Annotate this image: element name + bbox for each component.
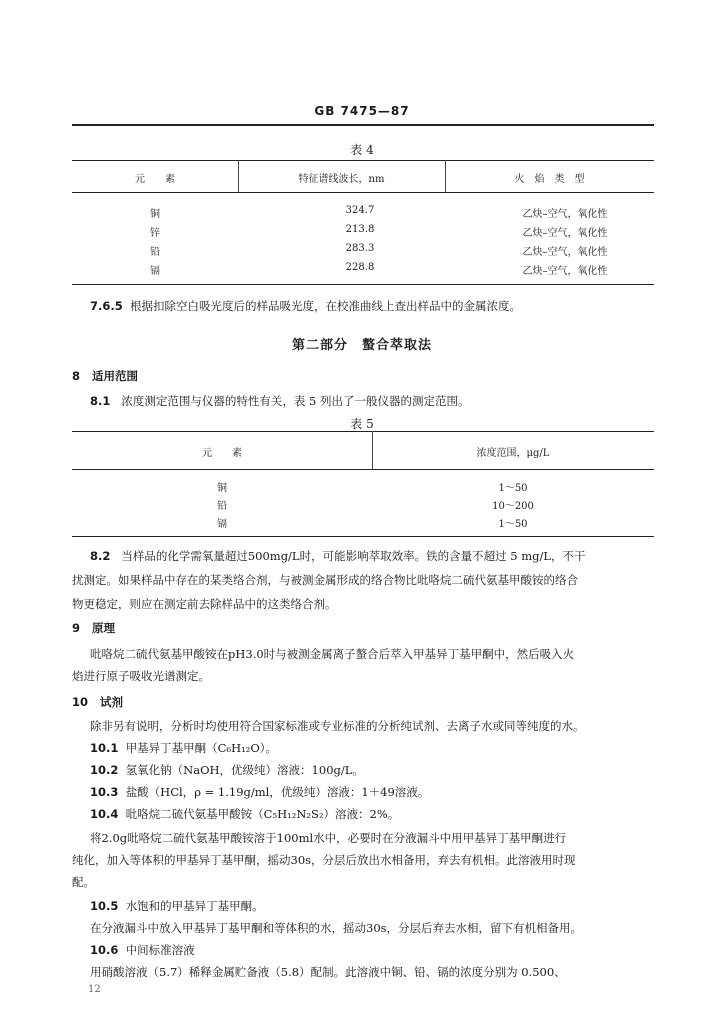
table5-cell: 铜 (217, 483, 227, 494)
paragraph-10-5 (90, 898, 264, 914)
clause-text: 盐酸（HCl，ρ = 1.19g/ml，优级纯）溶液：1＋49溶液。 (125, 785, 430, 799)
table5-caption: 表 5 (350, 417, 374, 431)
section-title: 试剂 (100, 695, 124, 709)
paragraph-10-4-line: 纯化，加入等体积的甲基异丁基甲酮，摇动30s，分层后放出水相备用，弃去有机相。此溶液用时现 (72, 853, 576, 867)
section-number: 10 (72, 695, 89, 709)
clause-text: 根据扣除空白吸光度后的样品吸光度，在校准曲线上查出样品中的金属浓度。 (130, 299, 522, 313)
table4-cell: 283.3 (345, 243, 375, 254)
clause-text: 甲基异丁基甲酮（C₆H₁₂O）。 (125, 741, 278, 755)
table4-cell: 228.8 (345, 262, 375, 273)
clause-number: 7.6.5 (90, 299, 123, 313)
table5-header-border (72, 469, 654, 470)
clause-number: 10.6 (90, 943, 119, 957)
section-title: 原理 (92, 621, 116, 635)
paragraph-8-2-line: 扰测定。如果样品中存在的某类络合剂，与被测金属形成的络合物比吡咯烷二硫代氨基甲酸铵的络合 (72, 573, 578, 587)
table5-header-cell: 浓度范围，μg/L (476, 448, 550, 459)
table4-cell: 锌 (150, 228, 160, 239)
paragraph-8-1 (90, 393, 469, 409)
clause-text: 浓度测定范围与仪器的特性有关，表 5 列出了一般仪器的测定范围。 (121, 394, 470, 408)
clause-number: 10.3 (90, 785, 119, 799)
clause-number: 10.1 (90, 741, 119, 755)
page-number: 12 (88, 984, 101, 995)
table4-cell: 乙炔–空气，氧化性 (522, 209, 608, 220)
paragraph-10: 除非另有说明，分析时均使用符合国家标准或专业标准的分析纯试剂、去离子水或同等纯度的水。 (90, 719, 585, 733)
table5-top-border (72, 431, 654, 432)
reagent-item (90, 784, 429, 800)
table5-cell: 1～50 (498, 519, 528, 530)
section-heading-9 (72, 620, 115, 636)
section-heading-8 (72, 368, 138, 384)
clause-number: 8.1 (90, 394, 111, 408)
table4-cell: 镉 (150, 266, 160, 277)
table4-caption: 表 4 (350, 143, 374, 157)
table4-header-cell: 特征谱线波长，nm (298, 174, 385, 185)
paragraph-10-4-line: 配。 (72, 875, 95, 889)
part-title: 第二部分 螯合萃取法 (291, 338, 432, 353)
table4-cell: 铜 (150, 209, 160, 220)
table4-cell: 213.8 (345, 224, 375, 235)
clause-text: 中间标准溶液 (125, 943, 195, 957)
section-heading-10 (72, 694, 123, 710)
table4-cell: 乙炔–空气，氧化性 (522, 247, 608, 258)
table5-cell: 1～50 (498, 483, 528, 494)
table4-bottom-border (72, 284, 654, 285)
paragraph-10-6-body: 用硝酸溶液（5.7）稀释金属贮备液（5.8）配制。此溶液中铜、铅、镉的浓度分别为 0.500、 (90, 965, 566, 979)
table4-header-border (72, 192, 654, 193)
paragraph-9-line: 吡咯烷二硫代氨基甲酸铵在pH3.0时与被测金属离子螯合后萃入甲基异丁基甲酮中，然后吸入火 (90, 647, 575, 661)
section-number: 8 (72, 369, 81, 383)
clause-number: 8.2 (90, 549, 111, 563)
section-number: 9 (72, 621, 81, 635)
table5-cell: 10～200 (492, 501, 534, 512)
table5-bottom-border (72, 536, 654, 537)
paragraph-10-5-body: 在分液漏斗中放入甲基异丁基甲酮和等体积的水，摇动30s，分层后弃去水相，留下有机相备用。 (90, 921, 583, 935)
table4-cell: 铅 (150, 247, 160, 258)
table4-header-cell: 火 焰 类 型 (514, 174, 585, 185)
table4-header-cell: 元 素 (135, 174, 175, 185)
paragraph-8-2-line: 物更稳定，则应在测定前去除样品中的这类络合剂。 (72, 597, 337, 611)
reagent-item (90, 740, 277, 756)
paragraph-8-2-line (90, 548, 585, 564)
paragraph-9-line: 焰进行原子吸收光谱测定。 (72, 669, 210, 683)
clause-number: 10.4 (90, 807, 119, 821)
paragraph-10-6 (90, 942, 195, 958)
clause-text: 吡咯烷二硫代氨基甲酸铵（C₅H₁₂N₂S₂）溶液：2%。 (125, 807, 400, 821)
header-rule (72, 124, 654, 126)
table4-cell: 乙炔–空气，氧化性 (522, 228, 608, 239)
table5-cell: 镉 (217, 519, 227, 530)
document-header: GB 7475—87 (314, 104, 410, 118)
table4-cell: 324.7 (345, 205, 375, 216)
section-title: 适用范围 (92, 369, 139, 383)
table5-header-cell: 元 素 (202, 448, 242, 459)
clause-number: 10.2 (90, 763, 119, 777)
clause-text: 水饱和的甲基异丁基甲酮。 (125, 899, 264, 913)
table4-cell: 乙炔–空气，氧化性 (522, 266, 608, 277)
table4-top-border (72, 160, 654, 161)
paragraph-10-4-line: 将2.0g吡咯烷二硫代氨基甲酸铵溶于100ml水中，必要时在分液漏斗中用甲基异丁基甲酮进行 (90, 831, 567, 845)
clause-number: 10.5 (90, 899, 119, 913)
table5-cell: 铅 (217, 501, 227, 512)
clause-text: 氢氧化钠（NaOH，优级纯）溶液：100g/L。 (125, 763, 364, 777)
clause-text: 当样品的化学需氧量超过500mg/L时，可能影响萃取效率。铁的含量不超过 5 mg/L，不干 (121, 549, 586, 563)
reagent-item (90, 762, 364, 778)
paragraph-7-6-5 (90, 298, 521, 314)
reagent-item (90, 806, 399, 822)
